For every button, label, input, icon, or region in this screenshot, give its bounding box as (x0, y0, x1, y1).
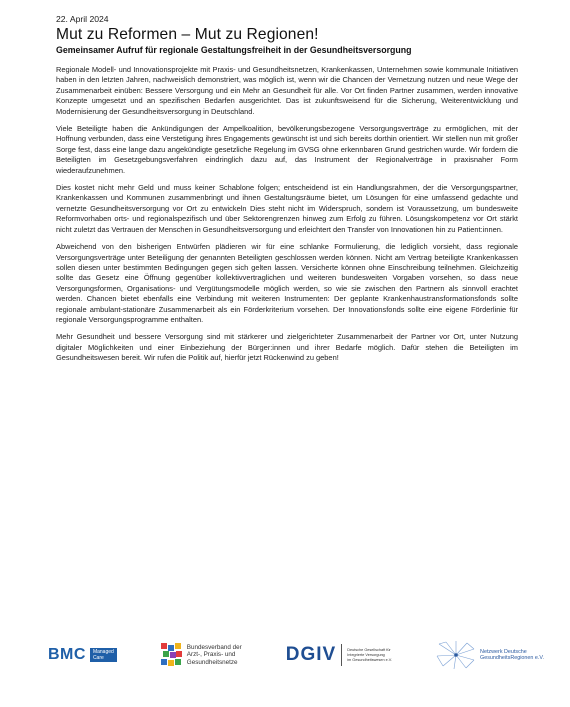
dgiv-logo-word: DGIV (285, 644, 337, 665)
paragraph-4: Abweichend von den bisherigen Entwürfen plädieren wir für eine schlanke Formulierung, die lediglich vorsieht, dass regionale Versorgungsverträge unter Beteiligung der genannten Beteiligten geschlossen werden können. Nicht am Vertrag beteiligte Krankenkassen sollen diesen unter bestimmten Bedingungen gegen sich gelten lassen. Versicherte können ohne Einschreibung teilnehmen. Gleichzeitig sollte das Gesetz eine Öffnung gegenüber kollektivvertraglichen und weiteren bundesweiten Vorgaben vorsehen, so dass neue Versorgungsformen, Organisations- und Vergütungsmodelle möglich werden, so wie sie zwischen den Partnern als sinnvoll erachtet werden. Chancen bietet ebenfalls eine Verbindung mit weiteren Instrumenten: Der geplante Krankenhaustransformationsfonds sollte regionale ambulant-stationäre Zusammenarbeit als ein Förderkriterium vorsehen. Der Innovationsfonds sollte eine eigene Förderlinie für regionale Versorgungsprogramme enthalten. (56, 242, 518, 324)
netzwerk-logo-text (480, 649, 544, 662)
bundesverband-line-3: Gesundheitsnetze (186, 658, 238, 666)
netzwerk-line-2: GesundheitsRegionen e.V. (480, 655, 544, 661)
document-title: Mut zu Reformen – Mut zu Regionen! (56, 26, 319, 43)
paragraph-5: Mehr Gesundheit und bessere Versorgung sind mit stärkerer und zielgerichteter Zusammenarbeit der Partner vor Ort, unter Nutzung digitaler Möglichkeiten und einer Einbeziehung der Bürger:innen und ihrer Bedarfe möglich. Dafür stehen die Beteiligten im Gesundheitswesen bereit. Wir rufen die Politik auf, hierfür jetzt Rückenwind zu geben! (56, 332, 518, 363)
bmc-logo-word: BMC (48, 646, 86, 663)
bundesverband-line-2: Arzt-, Praxis- und (186, 651, 236, 659)
bundesverband-emblem-icon (161, 643, 183, 667)
document-date: 22. April 2024 (56, 14, 109, 24)
netzwerk-logo (436, 640, 544, 670)
paragraph-1: Regionale Modell- und Innovationsprojekte mit Praxis- und Gesundheitsnetzen, Krankenkassen, Unternehmen sowie kommunale Initiativen haben in den letzten Jahren, nachweislich demonstriert, was möglich ist, wenn wir die Chancen der Vernetzung nutzen und neue Wege der Zusammenarbeit einüben: Bessere Versorgung und ein Mehr an Gesundheit für alle. Vor Ort finden Partner zusammen, werden innovative Konzepte umgesetzt und an spezifischen Bedarfen ausgerichtet. Das ist zukunftsweisend für die Sicherung, Weiterentwicklung und Modernisierung der Gesundheitsversorgung in Deutschland. (56, 65, 518, 116)
dgiv-sub-2: Integrierte Versorgung (347, 652, 385, 657)
dgiv-sub-3: im Gesundheitswesen e.V. (347, 657, 393, 662)
paragraph-3: Dies kostet nicht mehr Geld und muss keiner Schablone folgen; entscheidend ist ein Handlungsrahmen, der die Versorgungspartner, Krankenkassen und Kommunen zusammenbringt und ihnen Gestaltungsräume bietet, um Lösungen für eine umfassend gedachte und vernetzte Gesundheitsversorgung vor Ort zu entwickeln Dies steht nicht im Widerspruch, sondern ist Voraussetzung, um bundesweite Reformvorhaben orts- und regionalspezifisch und über Sektorengrenzen hinweg zum Erfolg zu führen. Lösungskompetenz vor Ort stärkt nicht zuletzt das Vertrauen der Menschen in Gesundheitsversorgung und erleichtert den Transfer von Innovationen hin zu Patient:innen. (56, 183, 518, 234)
paragraph-2: Viele Beteiligte haben die Ankündigungen der Ampelkoalition, bevölkerungsbezogene Versorgungsverträge zu ermöglichen, mit der Hoffnung verbunden, dass eine Verstetigung ihres Engagements gewünscht ist und sich bereits dorthin orientiert. Wir stellen nun mit großer Sorge fest, dass eine lange dazu angekündigte gesetzliche Regelung im GVSG ohne erkennbaren Grund gestrichen wurde. Wir fordern die Beteiligten im Gesetzgebungsverfahren eindringlich dazu auf, das Instrument der Regionalverträge in praxisnaher Form wiederaufzunehmen. (56, 124, 518, 175)
bmc-logo (48, 646, 117, 664)
document-subtitle: Gemeinsamer Aufruf für regionale Gestaltungsfreiheit in der Gesundheitsversorgung (56, 45, 412, 55)
partner-logos (48, 632, 544, 678)
netzwerk-network-icon (436, 640, 476, 670)
bundesverband-line-1: Bundesverband der (186, 643, 242, 651)
bundesverband-logo-text (187, 644, 242, 667)
netzwerk-line-1: Netzwerk Deutsche (480, 648, 527, 655)
dgiv-sub-1: Deutsche Gesellschaft für (347, 647, 391, 652)
dgiv-logo-subtitle (347, 648, 392, 663)
bmc-logo-sub1: Managed (92, 649, 114, 655)
bmc-logo-sub2: Care (92, 655, 104, 661)
dgiv-logo (286, 644, 392, 666)
bundesverband-logo (161, 643, 242, 667)
dgiv-divider (341, 644, 342, 666)
bmc-logo-subtitle (90, 648, 117, 662)
